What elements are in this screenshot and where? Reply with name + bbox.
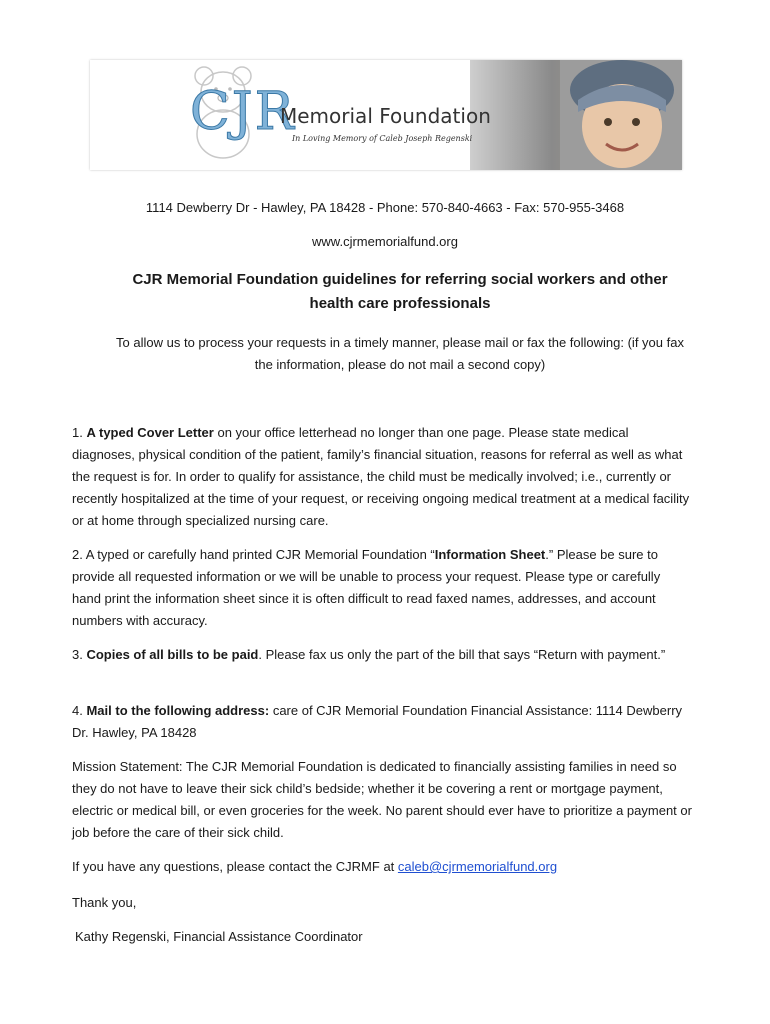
item-4-number: 4.	[72, 703, 87, 718]
item-1-bold: A typed Cover Letter	[86, 425, 214, 440]
child-photo	[560, 60, 682, 170]
item-3	[72, 644, 692, 666]
item-2-prefix: 2. A typed or carefully hand printed CJR Memorial Foundation “	[72, 547, 435, 562]
item-2	[72, 544, 692, 632]
item-4-bold: Mail to the following address:	[86, 703, 270, 718]
contact-prefix: If you have any questions, please contact the CJRMF at	[72, 859, 398, 874]
item-4	[72, 700, 692, 744]
document-title: CJR Memorial Foundation guidelines for referring social workers and other health care professionals	[132, 271, 668, 312]
website-line: www.cjrmemorialfund.org	[312, 234, 458, 249]
logo-cjr-letters: CJR	[190, 82, 296, 142]
item-2-text: .” Please be sure to provide all requested information or we will be unable to process your request. Please type or carefully hand print the information sheet since it is often difficult to read faxed names, addresses, and account numbers with accuracy.	[72, 547, 661, 628]
intro-text: To allow us to process your requests in a timely manner, please mail or fax the following: (if you fax the information, please do not mail a second copy)	[116, 335, 684, 372]
item-3-bold: Copies of all bills to be paid	[86, 647, 259, 662]
item-1-number: 1.	[72, 425, 87, 440]
contact-line	[72, 856, 692, 878]
item-4-text: care of CJR Memorial Foundation Financial Assistance: 1114 Dewberry Dr. Hawley, PA 18428	[72, 703, 683, 740]
address-line: 1114 Dewberry Dr - Hawley, PA 18428 - Phone: 570-840-4663 - Fax: 570-955-3468	[145, 200, 625, 215]
logo-subtitle: In Loving Memory of Caleb Joseph Regenski	[292, 134, 473, 143]
item-3-number: 3.	[72, 647, 87, 662]
signature: Kathy Regenski, Financial Assistance Coordinator	[75, 929, 363, 944]
header-banner	[90, 60, 682, 170]
item-3-text: . Please fax us only the part of the bill that says “Return with payment.”	[258, 647, 666, 662]
closing: Thank you,	[72, 895, 137, 910]
item-1	[72, 422, 692, 532]
logo-title: Memorial Foundation	[280, 104, 491, 128]
item-2-bold: Information Sheet	[434, 547, 546, 562]
item-1-text: on your office letterhead no longer than one page. Please state medical diagnoses, physical condition of the patient, family’s financial situation, reasons for referral as well as what the request is for. In order to qualify for assistance, the child must be medically involved; i.e., currently or recently hospitalized at the time of your request, or receiving ongoing medical treatment at a medical facility or at home through specialized nursing care.	[72, 425, 690, 528]
mission-statement: Mission Statement: The CJR Memorial Foundation is dedicated to financially assisting families in need so they do not have to leave their sick child’s bedside; whether it be covering a rent or mortgage payment, electric or medical bill, or even groceries for the week. No parent should ever have to prioritize a payment or job before the care of their sick child.	[72, 759, 692, 840]
contact-email-link[interactable]: caleb@cjrmemorialfund.org	[397, 859, 558, 874]
